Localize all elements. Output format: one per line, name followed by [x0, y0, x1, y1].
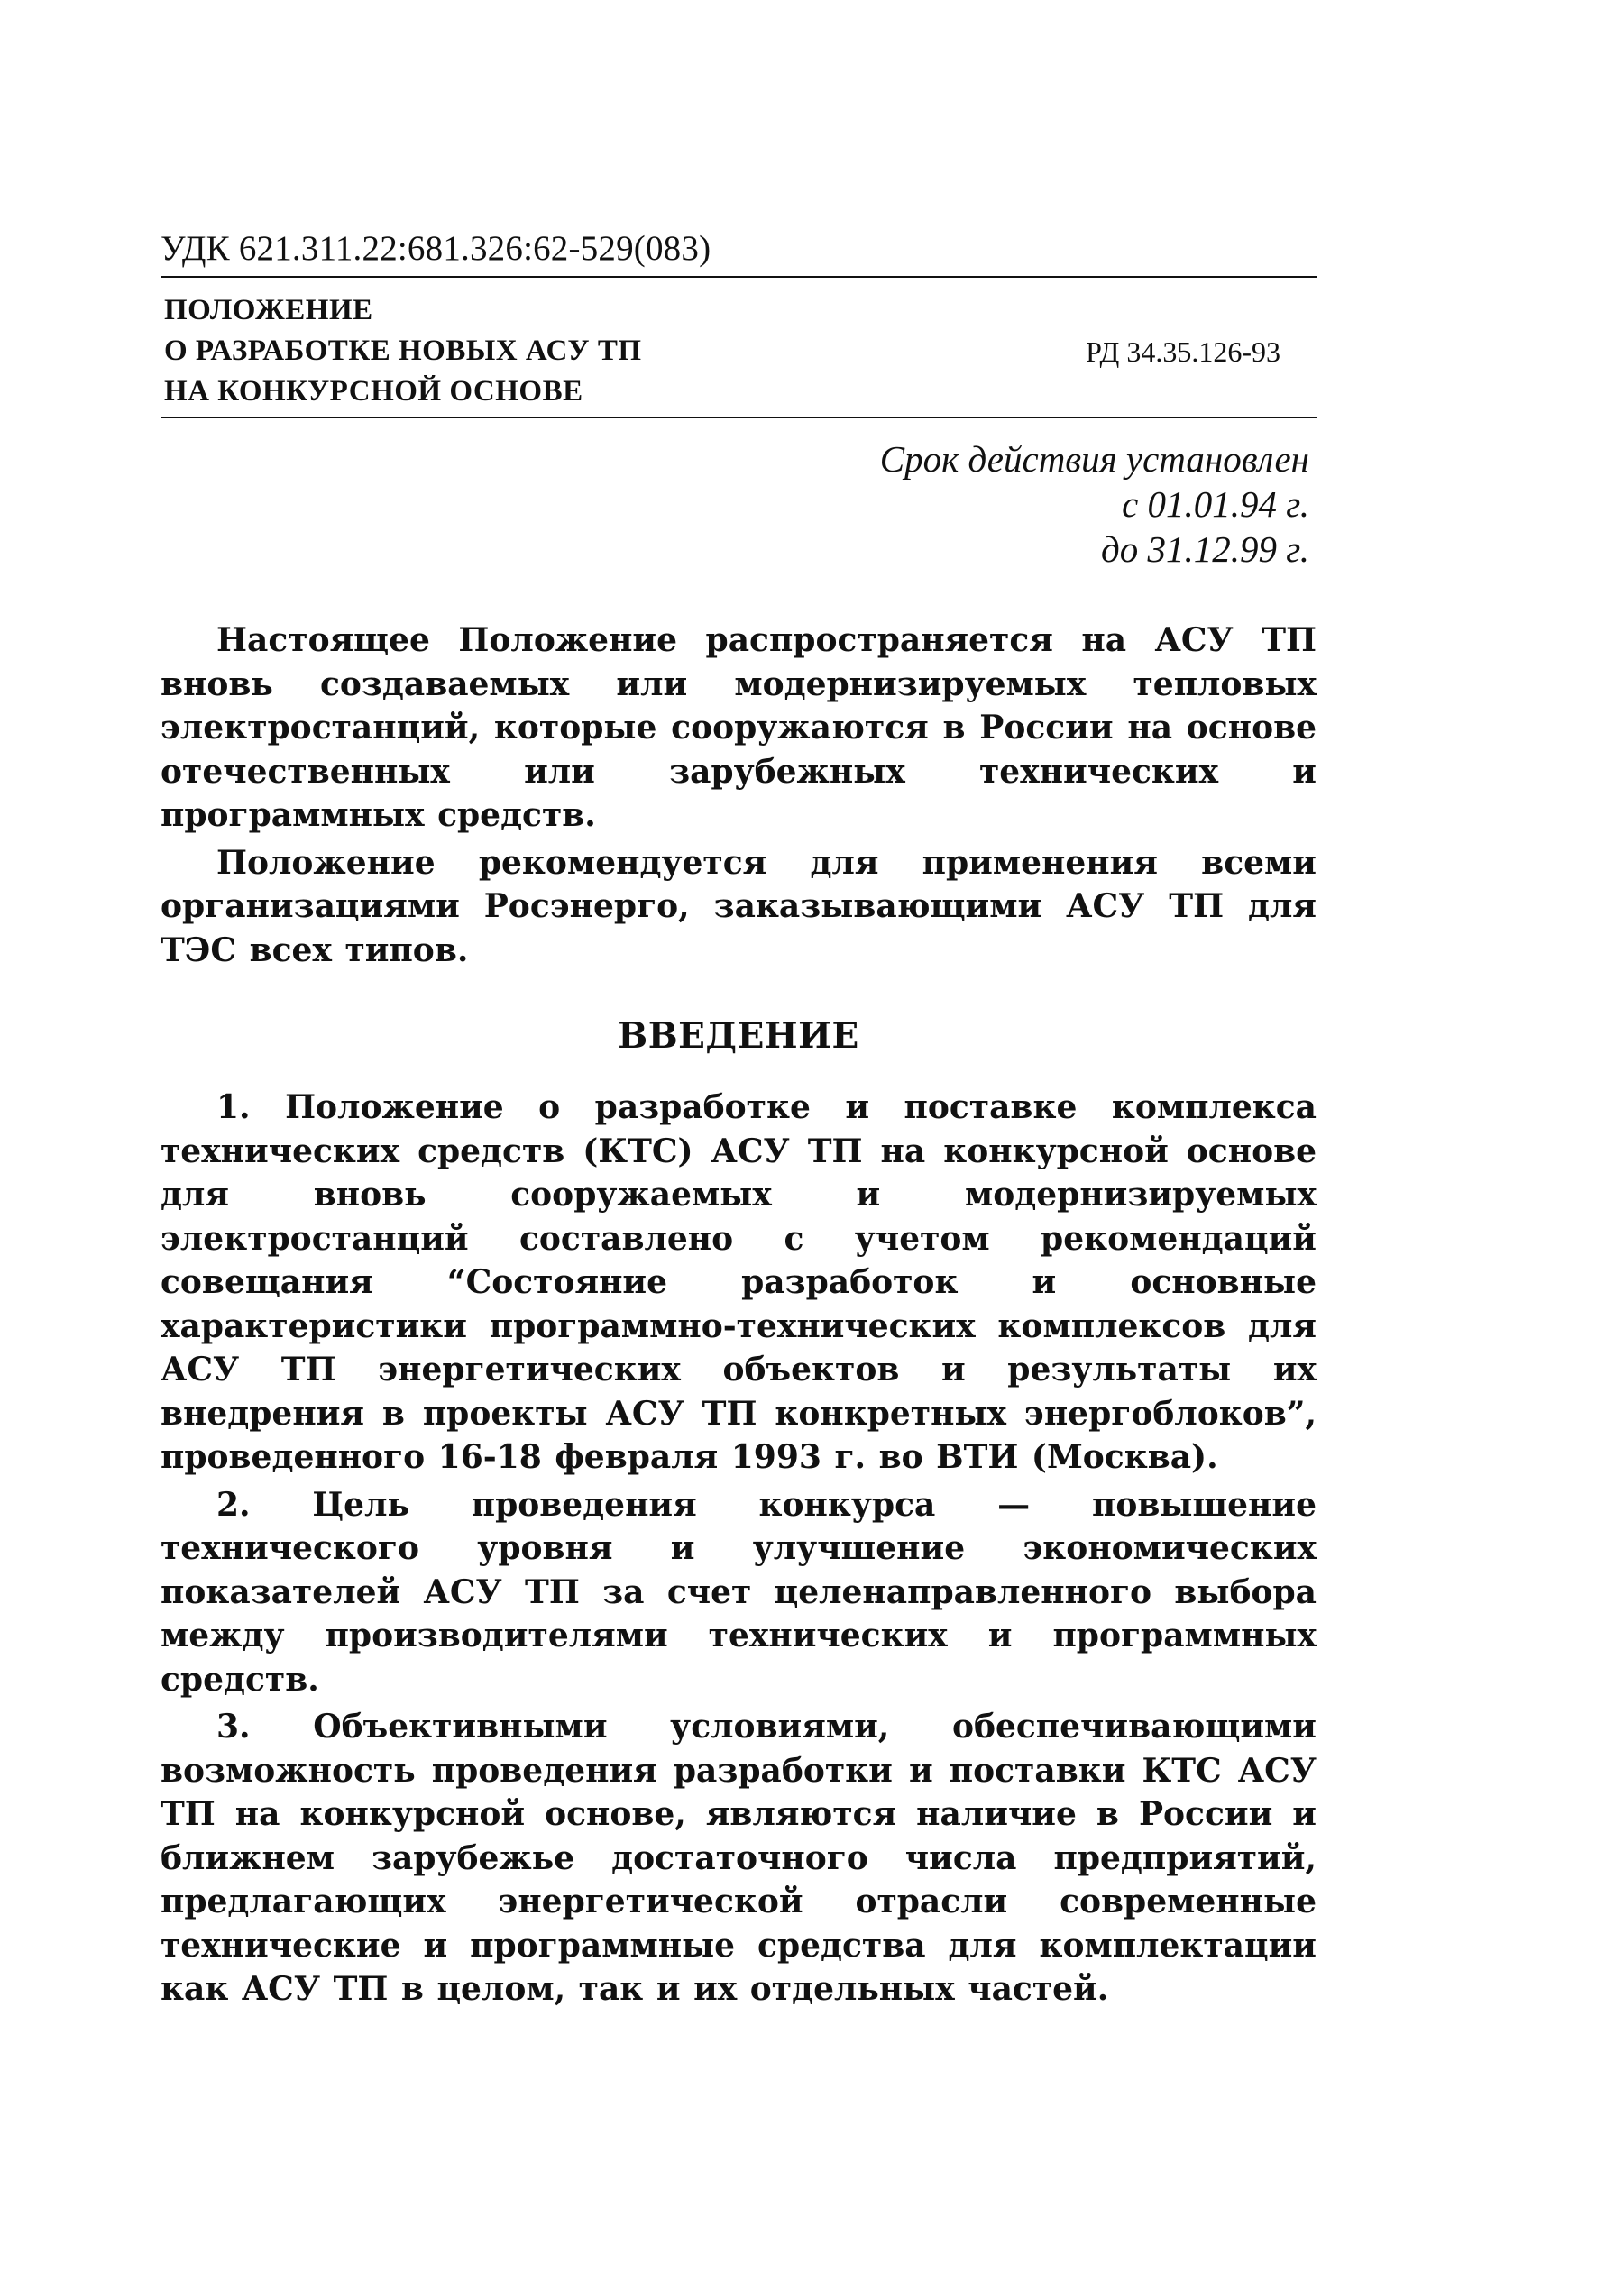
validity-end: до 31.12.99 г.: [1101, 528, 1309, 570]
validity-period: [161, 436, 1317, 572]
section-item: 2. Цель проведения конкурса — повышение технического уровня и улучшение экономических показателей АСУ ТП за счет целенаправленного выбора между производителями технических и программных средств.: [161, 1485, 1317, 1699]
validity-label: Срок действия установлен: [879, 438, 1309, 480]
section-item: 1. Положение о разработке и поставке комплекса технических средств (КТС) АСУ ТП на конкурсной основе для вновь сооружаемых и модернизируемых электростанций составлено с учетом рекомендаций совещания “Состояние разработок и основные характеристики программно-технических комплексов для АСУ ТП энергетических объектов и результаты их внедрения в проекты АСУ ТП конкретных энергоблоков”, проведенного 16-18 февраля 1993 г. во ВТИ (Москва).: [161, 1088, 1317, 1476]
intro-paragraph: Настоящее Положение распространяется на АСУ ТП вновь создаваемых или модернизируемых тепловых электростанций, которые сооружаются в России на основе отечественных или зарубежных технических и программных средств.: [161, 621, 1317, 834]
document-code: РД 34.35.126-93: [1086, 335, 1280, 368]
title-line: ПОЛОЖЕНИЕ: [164, 294, 373, 326]
document-header: [161, 290, 1317, 417]
document-title: [164, 290, 642, 412]
document-page: [161, 225, 1317, 2012]
title-line: О РАЗРАБОТКЕ НОВЫХ АСУ ТП: [164, 335, 642, 367]
header-top-rule: [161, 276, 1317, 278]
section-item: 3. Объективными условиями, обеспечивающими возможность проведения разработки и поставки КТС АСУ ТП на конкурсной основе, являются наличие в России и ближнем зарубежье достаточного числа предприятий, предлагающих энергетической отрасли современные технические и программные средства для комплектации как АСУ ТП в целом, так и их отдельных частей.: [161, 1708, 1317, 2008]
title-line: НА КОНКУРСНОЙ ОСНОВЕ: [164, 375, 583, 408]
section-heading: ВВЕДЕНИЕ: [618, 1015, 859, 1057]
udc-code: УДК 621.311.22:681.326:62-529(083): [161, 229, 711, 268]
validity-start: с 01.01.94 г.: [1122, 483, 1309, 525]
header-bottom-rule: [161, 417, 1317, 418]
intro-paragraph: Положение рекомендуется для применения всеми организациями Росэнерго, заказывающими АСУ ТП для ТЭС всех типов.: [161, 843, 1317, 969]
